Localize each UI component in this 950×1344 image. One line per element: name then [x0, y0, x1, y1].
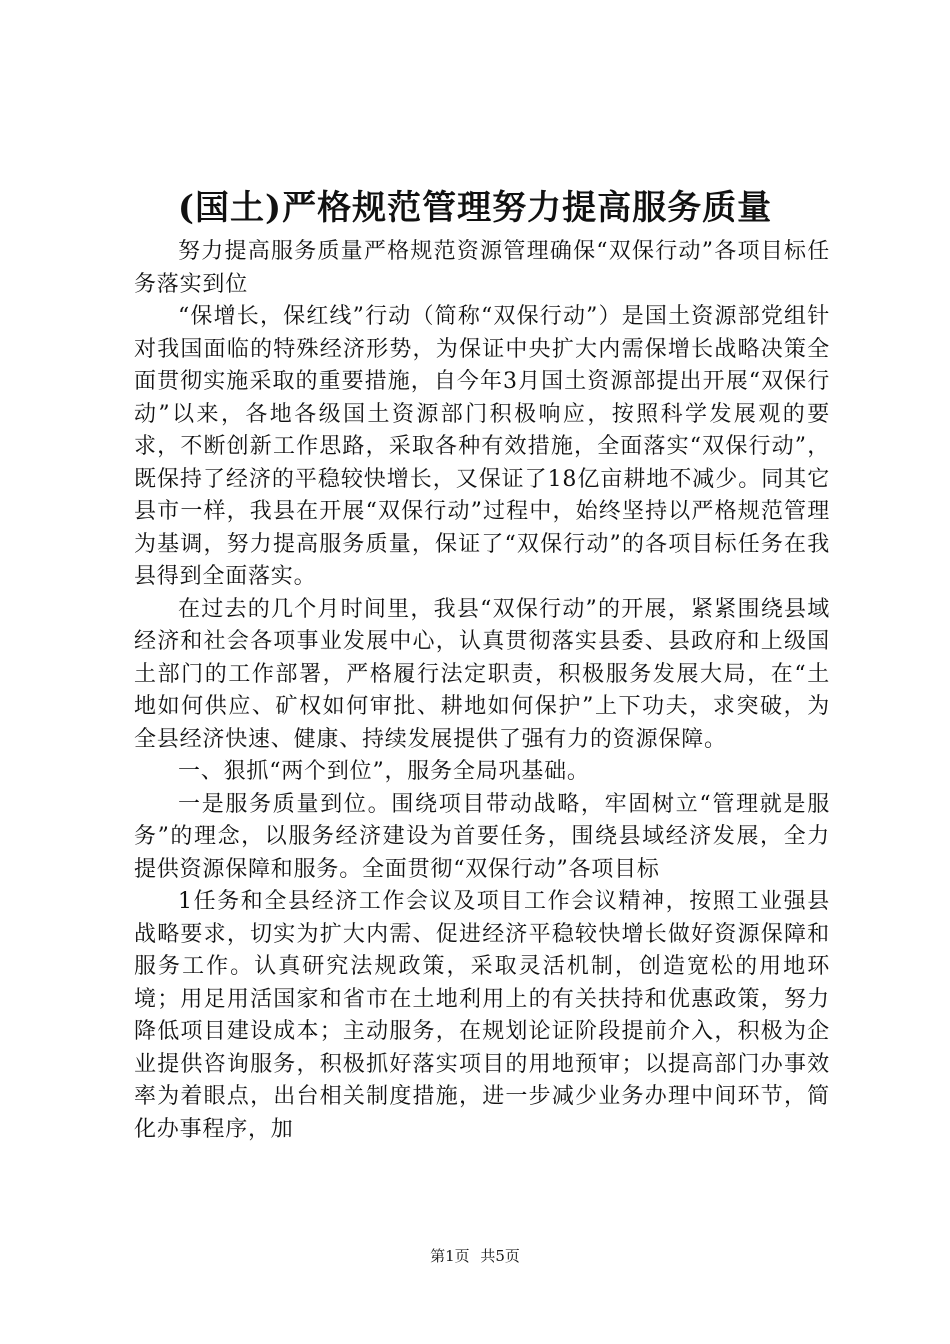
document-title: (国土)严格规范管理努力提高服务质量	[177, 188, 773, 228]
paragraph-overview: 在过去的几个月时间里，我县“双保行动”的开展，紧紧围绕县域经济和社会各项事业发展中心，认真贯彻落实县委、县政府和上级国土部门的工作部署，严格履行法定职责，积极服务发展大局，在“土地如何供应、矿权如何审批、耕地如何保护”上下功夫，求突破，为全县经济快速、健康、持续发展提供了强有力的资源保障。	[134, 596, 830, 752]
paragraph-intro: 努力提高服务质量严格规范资源管理确保“双保行动”各项目标任务落实到位	[134, 239, 830, 297]
section-heading-one: 一、狠抓“两个到位”，服务全局巩基础。	[178, 759, 590, 784]
paragraph-service-quality: 一是服务质量到位。围绕项目带动战略，牢固树立“管理就是服务”的理念，以服务经济建设为首要任务，围绕县域经济发展，全力提供资源保障和服务。全面贯彻“双保行动”各项目标	[134, 791, 830, 882]
paragraph-tasks: 1任务和全县经济工作会议及项目工作会议精神，按照工业强县战略要求，切实为扩大内需、促进经济平稳较快增长做好资源保障和服务工作。认真研究法规政策，采取灵活机制，创造宽松的用地环境；用足用活国家和省市在土地利用上的有关扶持和优惠政策，努力降低项目建设成本；主动服务，在规划论证阶段提前介入，积极为企业提供咨询服务，积极抓好落实项目的用地预审；以提高部门办事效率为着眼点，出台相关制度措施，进一步减少业务办理中间环节，简化办事程序，加	[134, 889, 830, 1142]
paragraph-background: “保增长，保红线”行动（简称“双保行动”）是国土资源部党组针对我国面临的特殊经济形势，为保证中央扩大内需保增长战略决策全面贯彻实施采取的重要措施，自今年3月国土资源部提出开展“双保行动”以来，各地各级国土资源部门积极响应，按照科学发展观的要求，不断创新工作思路，采取各种有效措施，全面落实“双保行动”，既保持了经济的平稳较快增长，又保证了18亿亩耕地不减少。同其它县市一样，我县在开展“双保行动”过程中，始终坚持以严格规范管理为基调，努力提高服务质量，保证了“双保行动”的各项目标任务在我县得到全面落实。	[134, 304, 830, 589]
page-number: 第1页	[430, 1247, 470, 1265]
document-body	[134, 236, 830, 1146]
page-total: 共5页	[480, 1247, 520, 1265]
page-footer	[0, 1246, 950, 1266]
